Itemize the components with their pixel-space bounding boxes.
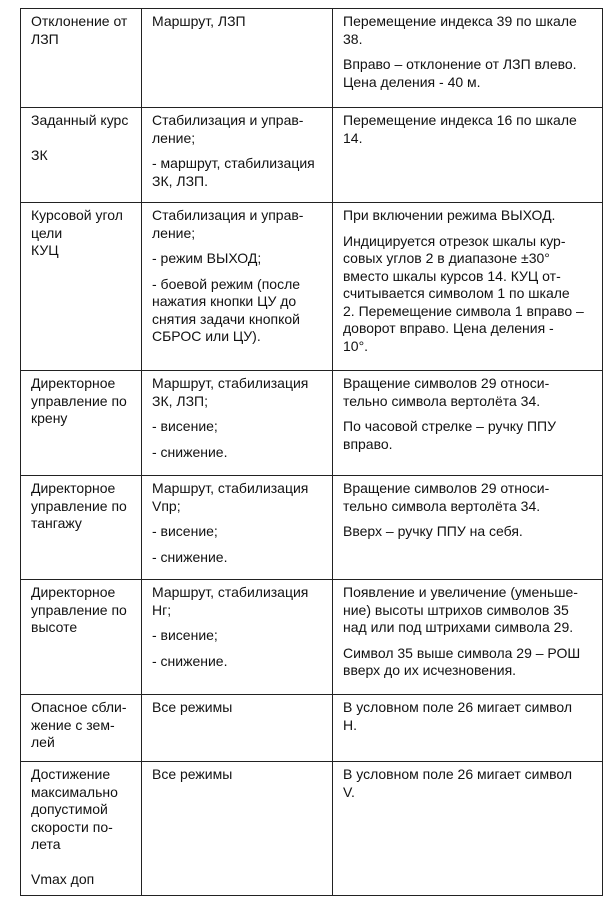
- mode-paragraph: [152, 418, 324, 436]
- text-line: - боевой режим (после: [152, 275, 301, 292]
- text-line: вверх до их исчезновения.: [343, 662, 517, 678]
- parameter-name: [31, 584, 133, 637]
- mode-cell: [142, 580, 333, 695]
- text-line: Отклонение от: [31, 13, 128, 29]
- text-line: При включении режима ВЫХОД.: [343, 207, 556, 223]
- mode-cell: [142, 9, 333, 108]
- text-line: цели: [31, 224, 63, 241]
- text-line: снятия задачи кнопкой: [152, 310, 300, 327]
- text-line: По часовой стрелке – ручку ППУ: [343, 418, 556, 434]
- text-line: - снижение.: [152, 548, 228, 565]
- text-line: СБРОС или ЦУ).: [152, 328, 261, 344]
- parameter-cell: [21, 9, 142, 108]
- mode-cell: [142, 371, 333, 476]
- indication-cell: [333, 762, 603, 896]
- mode-paragraph: [152, 699, 324, 717]
- indication-paragraph: [343, 766, 594, 801]
- table-row: [21, 203, 603, 371]
- indication-cell: [333, 203, 603, 371]
- text-line: вместо шкалы курсов 14. КУЦ от-: [343, 267, 561, 284]
- indication-paragraph: [343, 699, 594, 734]
- parameter-cell: [21, 762, 142, 896]
- text-line: вправо.: [343, 435, 393, 452]
- text-line: Директорное: [31, 584, 116, 600]
- indication-paragraph: [343, 480, 594, 515]
- mode-paragraph: [152, 653, 324, 671]
- text-line: Маршрут, стабилизация: [152, 584, 309, 600]
- table-row: [21, 108, 603, 203]
- parameter-name: [31, 112, 133, 165]
- indication-paragraph: [343, 523, 594, 541]
- text-line: 10°.: [343, 337, 369, 354]
- text-line: Стабилизация и управ-: [152, 207, 304, 223]
- text-line: допустимой: [31, 801, 108, 817]
- mode-paragraph: [152, 155, 324, 190]
- mode-paragraph: [152, 549, 324, 567]
- text-line: Н.: [343, 716, 357, 733]
- indication-paragraph: [343, 418, 594, 453]
- text-line: 2. Перемещение символа 1 вправо –: [343, 302, 584, 319]
- text-line: Маршрут, ЛЗП: [152, 13, 246, 29]
- mode-cell: [142, 108, 333, 203]
- text-line: ление;: [152, 224, 196, 241]
- text-line: Маршрут, стабилизация: [152, 375, 309, 391]
- text-line: управление по: [31, 392, 127, 409]
- text-line: тельно символа вертолёта 34.: [343, 392, 541, 409]
- table-row: [21, 580, 603, 695]
- text-line: Индицируется отрезок шкалы кур-: [343, 232, 566, 249]
- text-line: - маршрут, стабилизация: [152, 155, 315, 171]
- indication-cell: [333, 476, 603, 580]
- text-line: 14.: [343, 129, 363, 146]
- text-line: Стабилизация и управ-: [152, 112, 304, 128]
- text-line: V.: [343, 783, 355, 800]
- indication-cell: [333, 695, 603, 762]
- text-line: Vпр;: [152, 497, 181, 514]
- indication-paragraph: [343, 233, 594, 356]
- indication-cell: [333, 580, 603, 695]
- indication-cell: [333, 371, 603, 476]
- text-line: - висение;: [152, 418, 218, 434]
- text-line: Вправо – отклонение от ЛЗП влево.: [343, 56, 577, 72]
- table-row: [21, 762, 603, 896]
- text-line: высоте: [31, 619, 78, 635]
- text-line: нажатия кнопки ЦУ до: [152, 293, 297, 309]
- text-line: Все режимы: [152, 699, 233, 715]
- table-row: [21, 476, 603, 580]
- text-line: Появление и увеличение (уменьше-: [343, 584, 578, 600]
- text-line: лей: [31, 734, 55, 750]
- table-row: [21, 695, 603, 762]
- text-line: лета: [31, 836, 61, 852]
- text-line: ЗК: [31, 147, 48, 163]
- text-line: скорости по-: [31, 818, 113, 835]
- mode-paragraph: [152, 276, 324, 346]
- parameter-name: [31, 766, 133, 889]
- text-line: доворот вправо. Цена деления -: [343, 320, 554, 336]
- indication-paragraph: [343, 207, 594, 225]
- mode-cell: [142, 203, 333, 371]
- text-line: Вращение символов 29 относи-: [343, 480, 550, 496]
- indication-paragraph: [343, 584, 594, 637]
- text-line: КУЦ: [31, 242, 59, 258]
- text-line: Достижение: [31, 766, 111, 782]
- parameter-cell: [21, 580, 142, 695]
- indication-paragraph: [343, 112, 594, 147]
- indication-paragraph: [343, 13, 594, 48]
- parameter-name: [31, 207, 133, 260]
- text-line: управление по: [31, 497, 127, 514]
- mode-paragraph: [152, 444, 324, 462]
- indication-cell: [333, 108, 603, 203]
- text-line: - висение;: [152, 523, 218, 539]
- text-line: 38.: [343, 30, 363, 47]
- text-line: жение с зем-: [31, 716, 115, 733]
- indication-paragraph: [343, 375, 594, 410]
- parameter-cell: [21, 108, 142, 203]
- indication-cell: [333, 9, 603, 108]
- parameter-name: [31, 480, 133, 533]
- text-line: - висение;: [152, 627, 218, 643]
- parameter-name: [31, 699, 133, 752]
- text-line: В условном поле 26 мигает символ: [343, 766, 573, 782]
- indication-table: [20, 8, 603, 896]
- mode-cell: [142, 762, 333, 896]
- mode-paragraph: [152, 584, 324, 619]
- text-line: Все режимы: [152, 766, 233, 782]
- indication-paragraph: [343, 645, 594, 680]
- mode-paragraph: [152, 627, 324, 645]
- mode-paragraph: [152, 112, 324, 147]
- mode-paragraph: [152, 766, 324, 784]
- parameter-cell: [21, 371, 142, 476]
- text-line: ЛЗП: [31, 30, 59, 47]
- text-line: Цена деления - 40 м.: [343, 73, 481, 90]
- text-line: Заданный курс: [31, 112, 129, 128]
- text-line: над или под штрихами символа 29.: [343, 619, 574, 635]
- mode-cell: [142, 695, 333, 762]
- parameter-name: [31, 375, 133, 428]
- text-line: Маршрут, стабилизация: [152, 480, 309, 496]
- text-line: В условном поле 26 мигает символ: [343, 699, 573, 715]
- indication-paragraph: [343, 56, 594, 91]
- text-line: Перемещение индекса 39 по шкале: [343, 13, 577, 29]
- mode-paragraph: [152, 250, 324, 268]
- table-row: [21, 9, 603, 108]
- text-line: Директорное: [31, 375, 116, 391]
- text-line: Опасное сбли-: [31, 699, 127, 715]
- parameter-name: [31, 13, 133, 48]
- text-line: - режим ВЫХОД;: [152, 250, 262, 266]
- mode-paragraph: [152, 375, 324, 410]
- text-line: Вращение символов 29 относи-: [343, 375, 550, 391]
- mode-paragraph: [152, 207, 324, 242]
- text-line: Директорное: [31, 480, 116, 496]
- parameter-cell: [21, 476, 142, 580]
- text-line: управление по: [31, 601, 127, 618]
- text-line: ЗК, ЛЗП.: [152, 172, 208, 189]
- text-line: Символ 35 выше символа 29 – РОШ: [343, 644, 581, 661]
- text-line: совых углов 2 в диапазоне ±30°: [343, 250, 550, 266]
- text-line: Перемещение индекса 16 по шкале: [343, 112, 577, 128]
- text-line: ление;: [152, 129, 196, 146]
- text-line: - снижение.: [152, 443, 228, 460]
- mode-cell: [142, 476, 333, 580]
- mode-paragraph: [152, 480, 324, 515]
- mode-paragraph: [152, 523, 324, 541]
- parameter-cell: [21, 203, 142, 371]
- table-row: [21, 371, 603, 476]
- text-line: Vmax доп: [31, 871, 95, 887]
- table-body: [21, 9, 603, 896]
- text-line: ЗК, ЛЗП;: [152, 392, 208, 409]
- text-line: считывается символом 1 по шкале: [343, 285, 570, 301]
- text-line: Нг;: [152, 601, 172, 618]
- text-line: максимально: [31, 783, 118, 800]
- mode-paragraph: [152, 13, 324, 31]
- text-line: Вверх – ручку ППУ на себя.: [343, 523, 523, 539]
- text-line: крену: [31, 410, 68, 426]
- text-line: - снижение.: [152, 652, 228, 669]
- text-line: тангажу: [31, 515, 82, 531]
- text-line: Курсовой угол: [31, 207, 123, 223]
- text-line: ние) высоты штрихов символов 35: [343, 601, 569, 618]
- parameter-cell: [21, 695, 142, 762]
- text-line: тельно символа вертолёта 34.: [343, 497, 541, 514]
